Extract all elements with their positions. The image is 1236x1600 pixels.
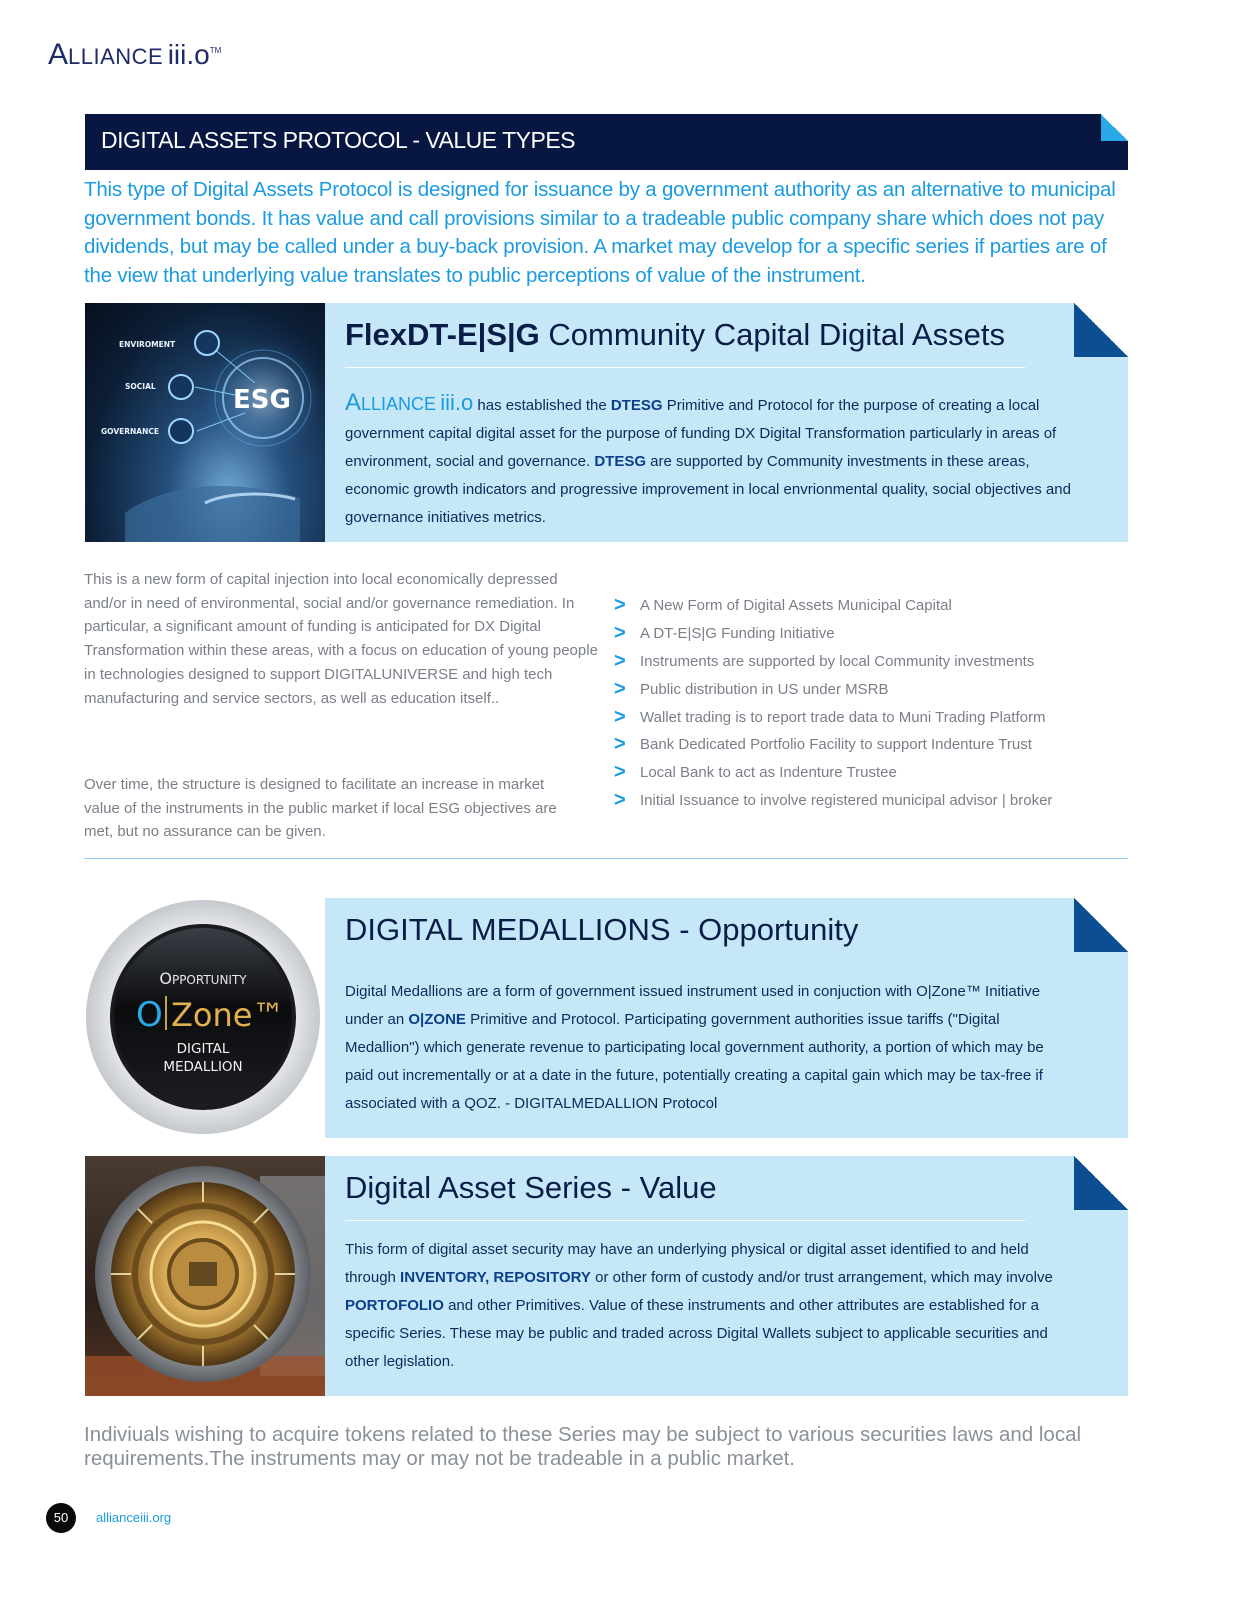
chevron-right-icon: > — [614, 733, 626, 756]
bullet-text: Bank Dedicated Portfolio Facility to support Indenture Trust — [640, 736, 1032, 754]
medallion-panel-fold — [1074, 898, 1128, 952]
esg-text-3: are supported by Community investments in these areas, economic growth indicators and progressive improvement in local envrionmental quality, social objectives and governance initiatives metrics. — [345, 453, 1071, 526]
bullet-text: Instruments are supported by local Community investments — [640, 652, 1035, 670]
logo-trademark: TM — [209, 46, 222, 55]
series-text-1: This form of digital asset security may have an underlying physical or digital asset identified to and held through — [345, 1241, 1029, 1286]
bullet-text: Public distribution in US under MSRB — [640, 680, 889, 698]
header-corner-accent — [1101, 114, 1128, 141]
medallion-top-rest: PPORTUNITY — [171, 973, 247, 987]
esg-detail-paragraph-2: Over time, the structure is designed to facilitate an increase in market value of the instruments in the public market if local ESG objectives are met, but no assurance can be given. — [84, 776, 557, 841]
medallion-text-1: Digital Medallions are a form of government issued instrument used in conjuction with O|Zone™ Initiative under an — [345, 983, 1041, 1028]
series-panel-body — [345, 1236, 1075, 1376]
series-panel-fold — [1074, 1156, 1128, 1210]
footer-note: Indiviuals wishing to acquire tokens related to these Series may be subject to various securities laws and local requirements.The instruments may or may not be tradeable in a public market. — [84, 1423, 1082, 1470]
medallion-text-2: Primitive and Protocol. Participating government authorities issue tariffs ("Digital Medallion") which generate revenue to participating local government authority, a portion of which may be paid out incrementally or at a date in the future, potentially creating a capital gain which may be tax-free if associated with a QOZ. - DIGITALMEDALLION Protocol — [345, 1011, 1044, 1112]
list-item — [614, 787, 1114, 815]
esg-panel-rule — [345, 367, 1025, 368]
chevron-right-icon: > — [614, 622, 626, 645]
chevron-right-icon: > — [614, 761, 626, 784]
list-item — [614, 620, 1114, 648]
logo-initial: A — [48, 38, 69, 71]
medallion-panel-title: DIGITAL MEDALLIONS - Opportunity — [345, 912, 859, 947]
vault-illustration — [85, 1156, 325, 1396]
inline-brand-initial: A — [345, 389, 362, 416]
esg-label-social: SOCIAL — [125, 382, 156, 391]
esg-panel — [325, 303, 1128, 542]
list-item — [614, 592, 1114, 620]
site-link[interactable]: allianceiii.org — [96, 1510, 172, 1525]
esg-label-governance: GOVERNANCE — [101, 427, 160, 436]
alliance-logo — [48, 38, 221, 72]
esg-label-environment: ENVIROMENT — [119, 340, 176, 349]
medallion-bold-ozone: O|ZONE — [408, 1011, 466, 1028]
list-item — [614, 759, 1114, 787]
esg-title-rest: Community Capital Digital Assets — [539, 317, 1005, 352]
list-item — [614, 731, 1114, 759]
esg-illustration — [85, 303, 325, 542]
esg-label-esg: ESG — [233, 385, 291, 415]
medallion-line-1: DIGITAL — [176, 1041, 230, 1057]
esg-bullet-list — [614, 592, 1114, 814]
logo-version: iii.o — [167, 39, 210, 70]
bullet-text: Initial Issuance to involve registered municipal advisor | broker — [640, 791, 1053, 809]
vault-image — [85, 1156, 325, 1396]
chevron-right-icon: > — [614, 705, 626, 728]
esg-text-2: Primitive and Protocol for the purpose of creating a local government capital digital asset for the purpose of funding DX Digital Transformation particularly in areas of environment, social and governance. — [345, 397, 1057, 470]
medallion-mark-zone: Zone™ — [171, 996, 285, 1034]
series-bold-inventory: INVENTORY, REPOSITORY — [400, 1269, 591, 1286]
section-header-bar — [85, 114, 1128, 170]
esg-panel-fold — [1074, 303, 1128, 357]
series-text-2: or other form of custody and/or trust arrangement, which may involve — [590, 1269, 1053, 1286]
esg-bold-dtesg: DTESG — [610, 397, 663, 414]
list-item — [614, 675, 1114, 703]
bullet-text: A New Form of Digital Assets Municipal Capital — [640, 597, 952, 615]
medallion-panel — [325, 898, 1128, 1138]
esg-panel-title — [345, 317, 1005, 353]
medallion-line-2: MEDALLION — [163, 1059, 243, 1075]
bullet-text: Wallet trading is to report trade data to Muni Trading Platform — [640, 708, 1046, 726]
medallion-badge — [86, 900, 320, 1134]
series-panel-title: Digital Asset Series - Value — [345, 1170, 717, 1205]
series-bold-portofolio: PORTOFOLIO — [345, 1297, 444, 1314]
intro-paragraph: This type of Digital Assets Protocol is designed for issuance by a government authority as an alternative to municipal government bonds. It has value and call provisions similar to a tradeable public company share which does not pay dividends, but may be called under a buy-back provision. A market may develop for a specific series if parties are of the view that underlying value translates to public perceptions of value of the instrument. — [84, 178, 1116, 287]
bullet-text: Local Bank to act as Indenture Trustee — [640, 764, 897, 782]
list-item — [614, 703, 1114, 731]
esg-bold-dtesg-2: DTESG — [594, 453, 647, 470]
esg-panel-body — [345, 389, 1075, 532]
series-text-3: and other Primitives. Value of these instruments and other attributes are established for a specific Series. These may be public and traded across Digital Wallets subject to applicable securities and other legislation. — [345, 1297, 1048, 1370]
esg-title-bold: FlexDT-E|S|G — [345, 317, 540, 352]
medallion-badge-graphic — [86, 900, 320, 1134]
section-title: DIGITAL ASSETS PROTOCOL - VALUE TYPES — [101, 127, 576, 153]
series-panel-rule — [345, 1220, 1025, 1221]
bullet-text: A DT-E|S|G Funding Initiative — [640, 625, 835, 643]
section-divider — [84, 858, 1128, 859]
chevron-right-icon: > — [614, 677, 626, 700]
chevron-right-icon: > — [614, 649, 626, 672]
esg-text-1: has established the — [473, 397, 611, 414]
medallion-mark-o: O — [136, 995, 163, 1035]
medallion-top-initial: O — [159, 969, 172, 988]
esg-detail-paragraph: This is a new form of capital injection into local economically depressed and/or in need of environmental, social and/or governance remediation. In particular, a significant amount of funding is anticipated for DX Digital Transformation within these areas, with a focus on education of young people in technologies designed to support DIGITALUNIVERSE and high tech manufacturing and service sectors, as well as education itself.. — [84, 571, 598, 707]
inline-brand-version: iii.o — [440, 390, 474, 415]
esg-image — [85, 303, 325, 542]
series-panel — [325, 1156, 1128, 1396]
inline-brand-text: LLIANCE — [361, 394, 437, 414]
list-item — [614, 648, 1114, 676]
page-number: 50 — [46, 1503, 76, 1533]
logo-text: LLIANCE — [68, 44, 164, 69]
medallion-panel-body — [345, 978, 1065, 1118]
medallion-separator — [165, 996, 167, 1030]
chevron-right-icon: > — [614, 788, 626, 811]
chevron-right-icon: > — [614, 594, 626, 617]
